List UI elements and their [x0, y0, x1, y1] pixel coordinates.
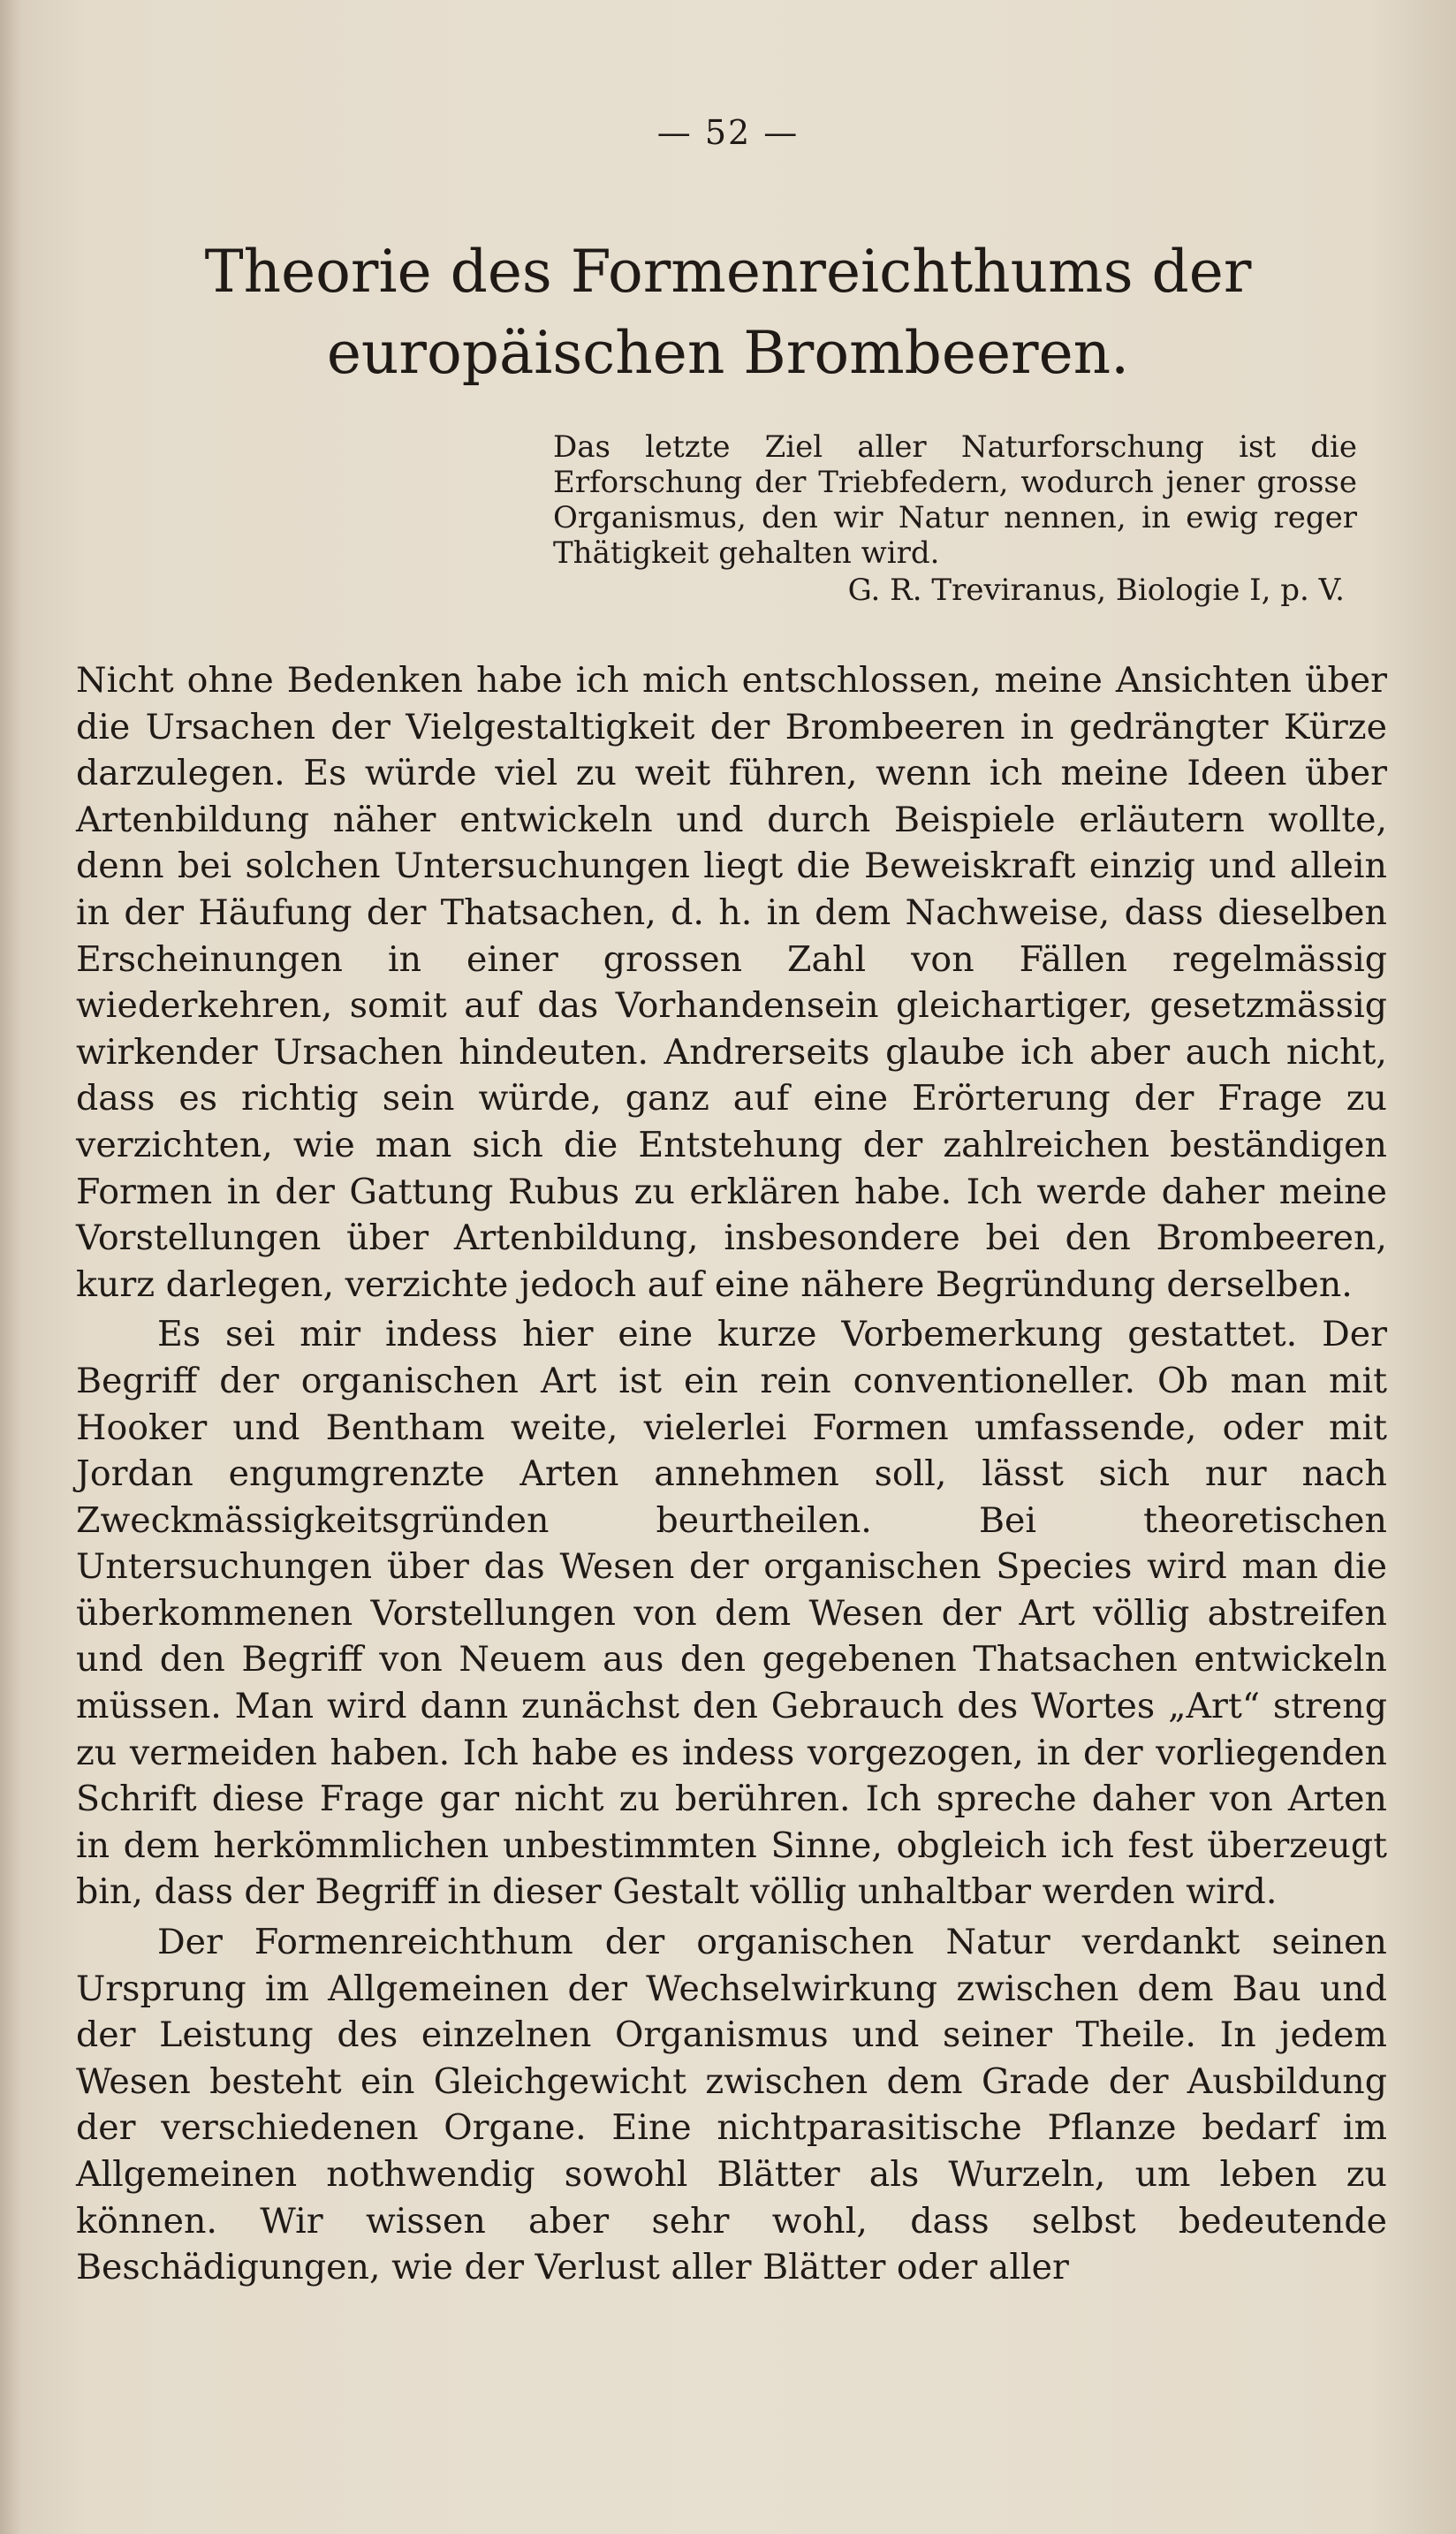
paragraph-3: Der Formenreichthum der organischen Natur verdankt seinen Ursprung im Allgemeinen der Wechselwirkung zwischen dem Bau und der Leistung des einzelnen Organismus und seiner Theile. In jedem Wesen besteht ein Gleichgewicht zwischen dem Grade der Ausbildung der verschiedenen Organe. Eine nichtparasitische Pflanze bedarf im Allgemeinen nothwendig sowohl Blätter als Wurzeln, um leben zu können. Wir wissen aber sehr wohl, dass selbst bedeutende Beschädigungen, wie der Verlust aller Blätter oder aller: [76, 1922, 1387, 2288]
chapter-title: Theorie des Formenreichthums der europäischen Brombeeren.: [204, 238, 1252, 387]
paragraph-2: Es sei mir indess hier eine kurze Vorbemerkung gestattet. Der Begriff der organischen Art ist ein rein conventioneller. Ob man mit Hooker und Bentham weite, vielerlei Formen umfassende, oder mit Jordan engumgrenzte Arten annehmen soll, lässt sich nur nach Zweckmässigkeitsgründen beurtheilen. Bei theoretischen Untersuchungen über das Wesen der organischen Species wird man die überkommenen Vorstellungen von dem Wesen der Art völlig abstreifen und den Begriff von Neuem aus den gegebenen Thatsachen entwickeln müssen. Man wird dann zunächst den Gebrauch des Wortes „Art“ streng zu vermeiden haben. Ich habe es indess vorgezogen, in der vorliegenden Schrift diese Frage gar nicht zu berühren. Ich spreche daher von Arten in dem herkömmlichen unbestimmten Sinne, obgleich ich fest überzeugt bin, dass der Begriff in dieser Gestalt völlig unhaltbar werden wird.: [76, 1314, 1387, 1913]
epigraph: [553, 429, 1357, 608]
epigraph-attribution: G. R. Treviranus, Biologie I, p. V.: [847, 573, 1345, 608]
page-edge-shadow: [0, 0, 21, 2534]
epigraph-text: Das letzte Ziel aller Naturforschung ist die Erforschung der Triebfedern, wodurch jener grosse Organismus, den wir Natur nennen, in ewig reger Thätigkeit gehalten wird.: [553, 429, 1357, 571]
paragraph-1: Nicht ohne Bedenken habe ich mich entschlossen, meine Ansichten über die Ursachen der Vielgestaltigkeit der Brombeeren in gedrängter Kürze darzulegen. Es würde viel zu weit führen, wenn ich meine Ideen über Artenbildung näher entwickeln und durch Beispiele erläutern wollte, denn bei solchen Untersuchungen liegt die Beweiskraft einzig und allein in der Häufung der Thatsachen, d. h. in dem Nachweise, dass dieselben Erscheinungen in einer grossen Zahl von Fällen regelmässig wiederkehren, somit auf das Vorhandensein gleichartiger, gesetzmässig wirkender Ursachen hindeuten. Andrerseits glaube ich aber auch nicht, dass es richtig sein würde, ganz auf eine Erörterung der Frage zu verzichten, wie man sich die Entstehung der zahlreichen beständigen Formen in der Gattung Rubus zu erklären habe. Ich werde daher meine Vorstellungen über Artenbildung, insbesondere bei den Brombeeren, kurz darlegen, verzichte jedoch auf eine nähere Begründung derselben.: [76, 660, 1387, 1305]
body-text: [76, 657, 1387, 2291]
page-number: — 52 —: [656, 113, 800, 152]
